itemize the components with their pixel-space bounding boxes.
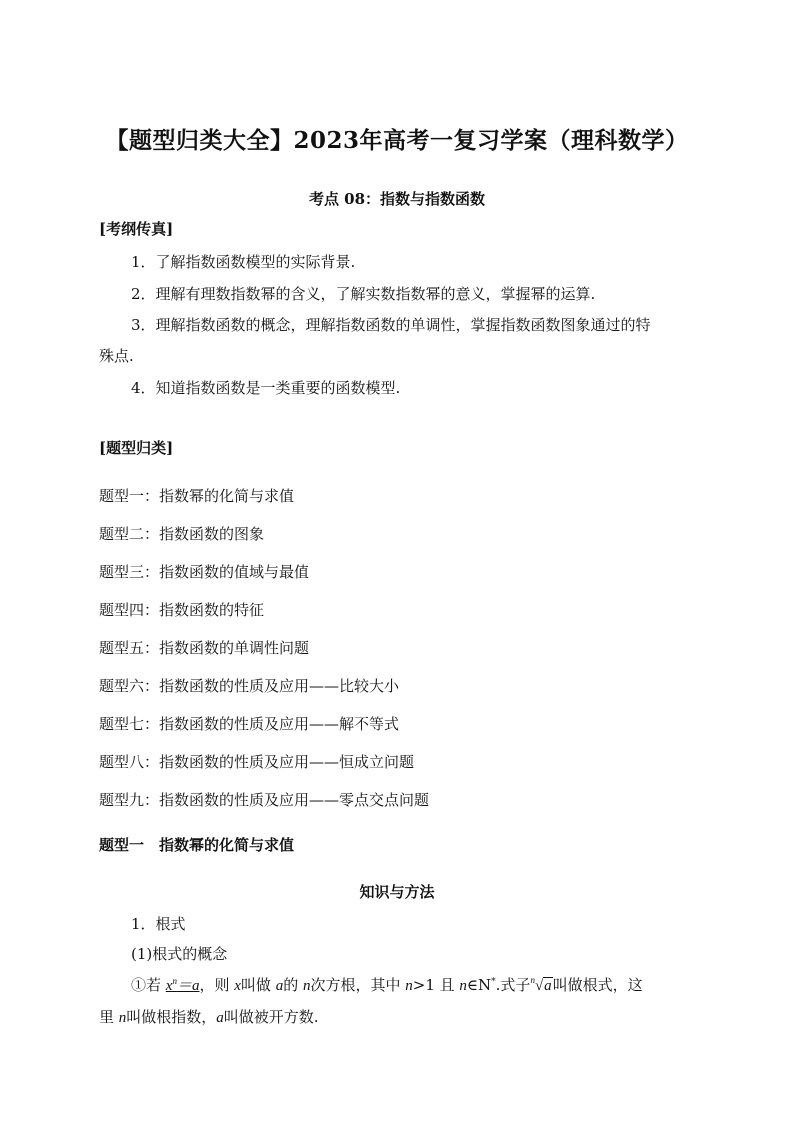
definition-line: ①若 $x^n=a$，则 x叫做 a的 n次方根，其中 n>1 且 n∈N*.式子$^n$√a叫做根式，这 — [131, 975, 643, 994]
type-list-item: 题型九：指数函数的性质及应用——零点交点问题 — [99, 791, 430, 809]
syllabus-item: 1．了解指数函数模型的实际背景. — [131, 253, 356, 271]
type-list-item: 题型四：指数函数的特征 — [99, 601, 265, 619]
knowledge-item: 1．根式 — [131, 915, 186, 933]
knowledge-subitem: (1)根式的概念 — [131, 945, 228, 963]
type-list-item: 题型六：指数函数的性质及应用——比较大小 — [99, 677, 400, 695]
type-list-item: 题型七：指数函数的性质及应用——解不等式 — [99, 715, 400, 733]
nth-root-expression: $^n$√a — [530, 975, 552, 994]
document-title: 【题型归类大全】2023年高考一复习学案（理科数学） — [105, 127, 689, 154]
document-subtitle: 考点 08：指数与指数函数 — [308, 190, 486, 208]
type-list-item: 题型三：指数函数的值域与最值 — [99, 563, 310, 581]
syllabus-item: 2．理解有理数指数幂的含义，了解实数指数幂的意义，掌握幂的运算. — [131, 285, 596, 303]
section-heading: 题型一 指数幂的化简与求值 — [99, 836, 295, 854]
types-heading: [题型归类] — [99, 439, 174, 457]
knowledge-heading: 知识与方法 — [359, 883, 435, 901]
type-list-item: 题型一：指数幂的化简与求值 — [99, 487, 295, 505]
syllabus-item: 4．知道指数函数是一类重要的函数模型. — [131, 379, 401, 397]
definition-line-continuation: 里 n叫做根指数，a叫做被开方数. — [99, 1008, 319, 1026]
syllabus-item: 3．理解指数函数的概念，理解指数函数的单调性，掌握指数函数图象通过的特 — [131, 316, 651, 334]
syllabus-heading: [考纲传真] — [99, 220, 174, 238]
equation-x-n-equals-a: $x^n=a$ — [165, 976, 200, 994]
syllabus-item-continuation: 殊点. — [99, 347, 134, 365]
type-list-item: 题型二：指数函数的图象 — [99, 525, 265, 543]
type-list-item: 题型五：指数函数的单调性问题 — [99, 639, 310, 657]
type-list-item: 题型八：指数函数的性质及应用——恒成立问题 — [99, 753, 415, 771]
